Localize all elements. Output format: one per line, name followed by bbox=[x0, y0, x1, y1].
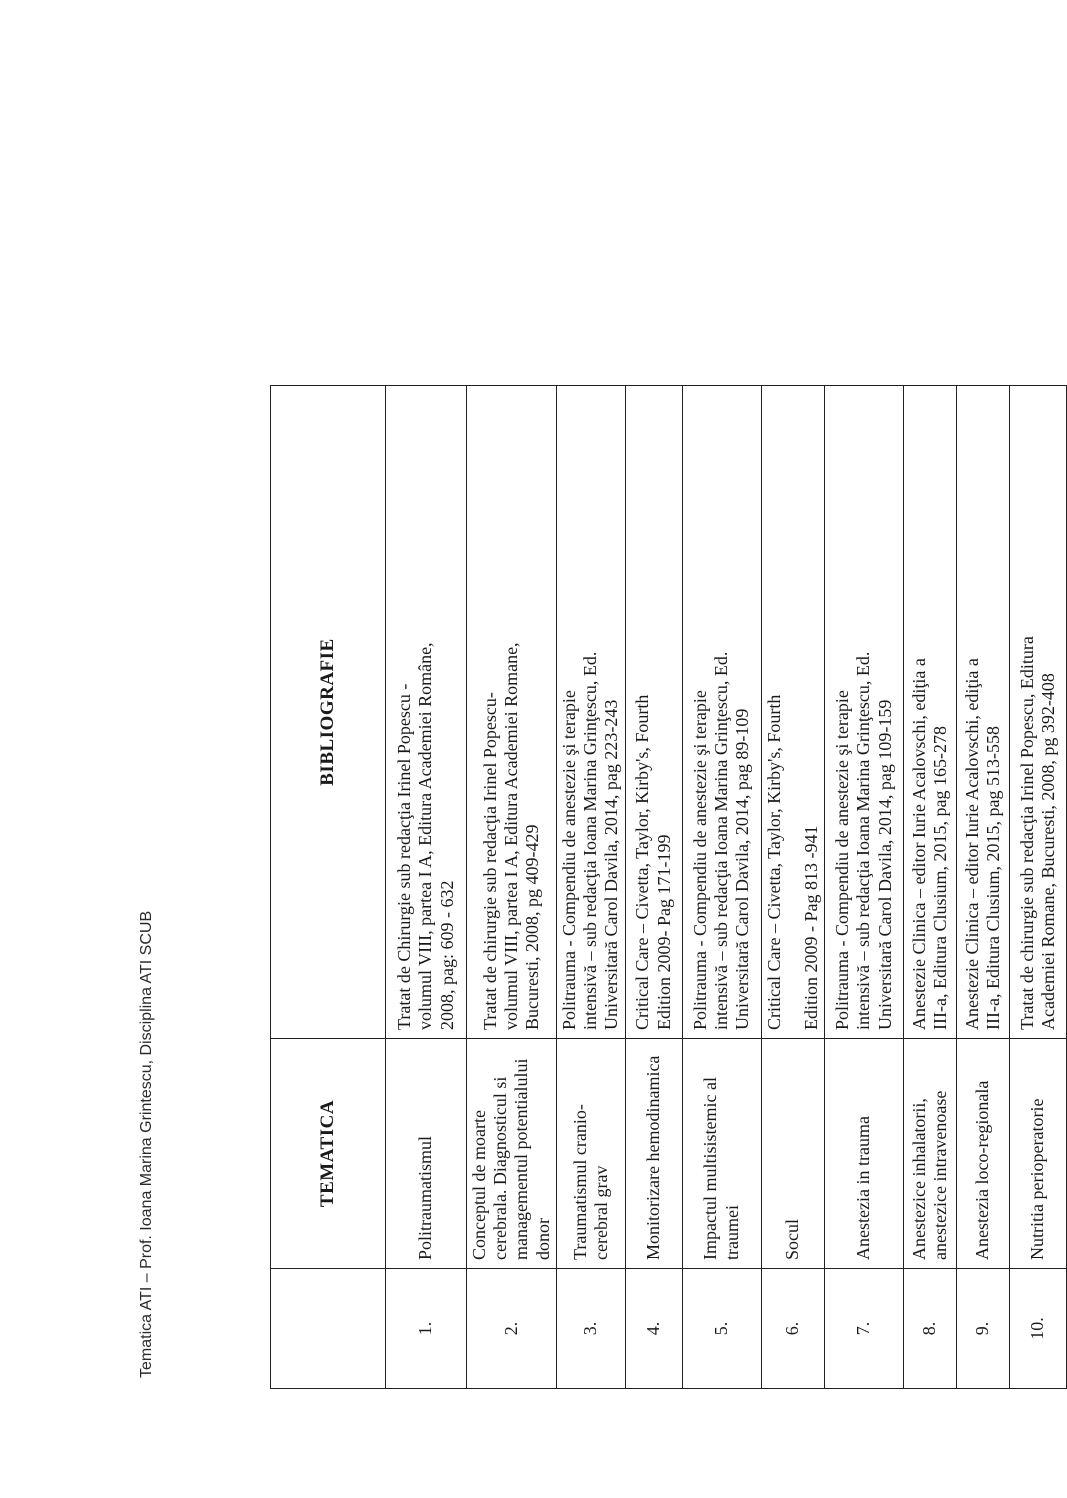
row-bibliography bbox=[1010, 386, 1067, 1039]
row-number: 4. bbox=[625, 1269, 682, 1389]
bibliography-line: volumul VIII, partea I A, Editura Academiei Romane, bbox=[500, 642, 521, 1030]
bibliography-line: intensivă – sub redacţia Ioana Marina Grinţescu, Ed. bbox=[580, 651, 601, 1030]
table-row bbox=[904, 386, 957, 1389]
bibliography-line: III-a, Editura Clusium, 2015, pag 513-558 bbox=[983, 726, 1004, 1030]
row-bibliography bbox=[761, 386, 824, 1039]
row-topic: Anestezia in trauma bbox=[825, 1039, 904, 1269]
bibliography-line: volumul VIII, partea I A, Editura Academiei Române, bbox=[415, 642, 436, 1030]
row-topic: Nutritia perioperatorie bbox=[1010, 1039, 1067, 1269]
row-topic: Monitorizare hemodinamica bbox=[625, 1039, 682, 1269]
bibliography-line: Politrauma - Compendiu de anestezie şi terapie bbox=[832, 690, 853, 1030]
row-bibliography bbox=[904, 386, 957, 1039]
tematica-table bbox=[270, 385, 1067, 1389]
bibliography-spacer bbox=[785, 394, 801, 1030]
row-number: 1. bbox=[386, 1269, 467, 1389]
row-bibliography bbox=[825, 386, 904, 1039]
row-number: 3. bbox=[556, 1269, 625, 1389]
table-rotated-container bbox=[270, 386, 1059, 1389]
column-header-nr bbox=[271, 1269, 386, 1389]
bibliography-line: Anestezie Clinica – editor Iurie Acalovschi, ediţia a bbox=[961, 658, 982, 1030]
row-number: 8. bbox=[904, 1269, 957, 1389]
bibliography-line: Edition 2009- Pag 171-199 bbox=[653, 834, 674, 1030]
bibliography-line: III-a, Editura Clusium, 2015, pag 165-278 bbox=[930, 726, 951, 1030]
bibliography-line: Anestezie Clinica – editor Iurie Acalovschi, ediţia a bbox=[908, 658, 929, 1030]
row-topic: Politraumatismul bbox=[386, 1039, 467, 1269]
bibliography-line: Tratat de chirurgie sub redacţia Irinel Popescu, Editura bbox=[1016, 636, 1037, 1030]
table-row bbox=[957, 386, 1010, 1389]
table-row bbox=[825, 386, 904, 1389]
table-row bbox=[386, 386, 467, 1389]
bibliography-line: 2008, pag: 609 - 632 bbox=[436, 880, 457, 1030]
table-row bbox=[467, 386, 557, 1389]
row-topic: Conceptul de moarte cerebrala. Diagnosticul si managementul potentialului donor bbox=[467, 1039, 557, 1269]
row-bibliography bbox=[957, 386, 1010, 1039]
row-number: 2. bbox=[467, 1269, 557, 1389]
row-topic: Impactul multisistemic al traumei bbox=[682, 1039, 761, 1269]
bibliography-line: Edition 2009 - Pag 813 -941 bbox=[800, 825, 821, 1030]
row-bibliography bbox=[682, 386, 761, 1039]
table-row bbox=[625, 386, 682, 1389]
bibliography-line: Politrauma - Compendiu de anestezie şi terapie bbox=[689, 690, 710, 1030]
row-topic: Anestezia loco-regionala bbox=[957, 1039, 1010, 1269]
bibliography-line: Critical Care – Civetta, Taylor, Kirby's, Fourth bbox=[763, 694, 784, 1030]
row-number: 9. bbox=[957, 1269, 1010, 1389]
row-bibliography bbox=[386, 386, 467, 1039]
row-bibliography bbox=[625, 386, 682, 1039]
table-row bbox=[682, 386, 761, 1389]
bibliography-line: intensivă – sub redacţia Ioana Marina Grinţescu, Ed. bbox=[711, 651, 732, 1030]
column-header-tematica: TEMATICA bbox=[271, 1039, 386, 1269]
bibliography-line: Tratat de chirurgie sub redacţia Irinel Popescu- bbox=[479, 692, 500, 1030]
bibliography-line: Politrauma - Compendiu de anestezie şi terapie bbox=[558, 690, 579, 1030]
table-row bbox=[1010, 386, 1067, 1389]
row-topic: Traumatismul cranio- cerebral grav bbox=[556, 1039, 625, 1269]
bibliography-line: Universitară Carol Davila, 2014, pag 109-159 bbox=[874, 699, 895, 1030]
table-header-row bbox=[271, 386, 386, 1389]
row-topic: Socul bbox=[761, 1039, 824, 1269]
table-row bbox=[761, 386, 824, 1389]
row-topic: Anestezice inhalatorii, anestezice intravenoase bbox=[904, 1039, 957, 1269]
bibliography-line: Bucuresti, 2008, pg 409-429 bbox=[522, 824, 543, 1030]
bibliography-line: Universitară Carol Davila, 2014, pag 223-243 bbox=[601, 699, 622, 1030]
row-bibliography bbox=[467, 386, 557, 1039]
row-bibliography bbox=[556, 386, 625, 1039]
row-number: 10. bbox=[1010, 1269, 1067, 1389]
row-number: 6. bbox=[761, 1269, 824, 1389]
bibliography-line: Tratat de Chirurgie sub redacţia Irinel Popescu - bbox=[394, 683, 415, 1030]
bibliography-line: Academiei Romane, Bucuresti, 2008, pg 392-408 bbox=[1038, 673, 1059, 1030]
bibliography-line: intensivă – sub redacţia Ioana Marina Grinţescu, Ed. bbox=[853, 651, 874, 1030]
column-header-bibliografie: BIBLIOGRAFIE bbox=[271, 386, 386, 1039]
row-number: 5. bbox=[682, 1269, 761, 1389]
table-row bbox=[556, 386, 625, 1389]
row-number: 7. bbox=[825, 1269, 904, 1389]
bibliography-line: Universitară Carol Davila, 2014, pag 89-109 bbox=[732, 708, 753, 1030]
bibliography-line: Critical Care – Civetta, Taylor, Kirby's, Fourth bbox=[632, 694, 653, 1030]
page-header: Tematica ATI – Prof. Ioana Marina Grintescu, Disciplina ATI SCUB bbox=[138, 910, 155, 1378]
